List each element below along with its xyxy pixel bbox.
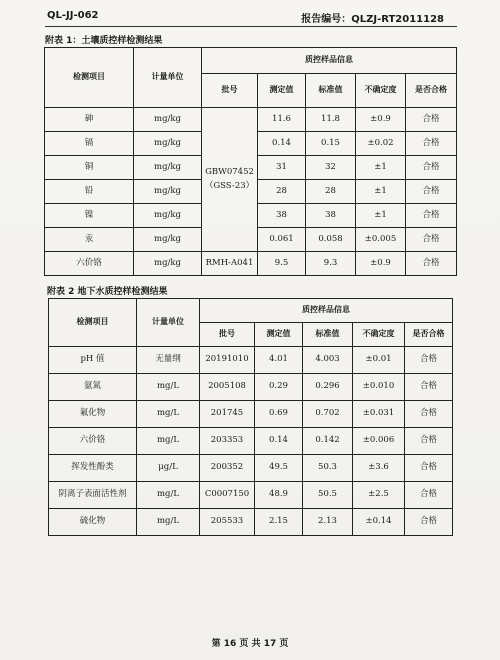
cell-pass: 合格 <box>405 374 453 401</box>
document-code: QL-JJ-062 <box>47 10 99 21</box>
header-rule <box>45 26 457 27</box>
report-number: 报告编号：QLZJ-RT2011128 <box>301 14 444 25</box>
cell-standard: 0.15 <box>306 132 356 156</box>
cell-item: 氟化物 <box>49 401 137 428</box>
cell-uncertainty: ±0.031 <box>353 401 405 428</box>
cell-pass: 合格 <box>406 180 457 204</box>
cell-lot: 2005108 <box>200 374 255 401</box>
cell-item: 汞 <box>45 228 134 252</box>
cell-item: 硫化物 <box>49 509 137 536</box>
cell-unit: mg/kg <box>134 132 202 156</box>
col-header-measured: 测定值 <box>255 323 303 347</box>
col-header-pass: 是否合格 <box>405 323 453 347</box>
cell-item: pH 值 <box>49 347 137 374</box>
cell-lot: 200352 <box>200 455 255 482</box>
cell-lot: C0007150 <box>200 482 255 509</box>
cell-pass: 合格 <box>405 347 453 374</box>
cell-lot: 201745 <box>200 401 255 428</box>
cell-uncertainty: ±2.5 <box>353 482 405 509</box>
col-header-standard: 标准值 <box>306 74 356 108</box>
col-header-group: 质控样品信息 <box>200 299 453 323</box>
cell-measured: 4.01 <box>255 347 303 374</box>
cell-pass: 合格 <box>406 252 457 276</box>
cell-item: 砷 <box>45 108 134 132</box>
cell-item: 阴离子表面活性剂 <box>49 482 137 509</box>
cell-standard: 38 <box>306 204 356 228</box>
col-header-lot: 批号 <box>200 323 255 347</box>
cell-uncertainty: ±0.9 <box>356 252 406 276</box>
cell-unit: mg/L <box>137 482 200 509</box>
table-row <box>49 509 453 536</box>
cell-standard: 9.3 <box>306 252 356 276</box>
cell-measured: 0.061 <box>258 228 306 252</box>
cell-unit: mg/kg <box>134 156 202 180</box>
col-header-unit: 计量单位 <box>137 299 200 347</box>
cell-measured: 9.5 <box>258 252 306 276</box>
groundwater-qc-table <box>48 298 453 536</box>
cell-unit: mg/kg <box>134 108 202 132</box>
cell-standard: 0.702 <box>303 401 353 428</box>
cell-pass: 合格 <box>405 455 453 482</box>
cell-unit: mg/kg <box>134 252 202 276</box>
cell-uncertainty: ±0.01 <box>353 347 405 374</box>
cell-lot: 20191010 <box>200 347 255 374</box>
cell-lot: 205533 <box>200 509 255 536</box>
cell-uncertainty: ±1 <box>356 204 406 228</box>
table-row <box>49 347 453 374</box>
cell-measured: 38 <box>258 204 306 228</box>
cell-pass: 合格 <box>406 156 457 180</box>
cell-item: 六价铬 <box>45 252 134 276</box>
cell-uncertainty: ±0.010 <box>353 374 405 401</box>
cell-measured: 48.9 <box>255 482 303 509</box>
cell-pass: 合格 <box>405 401 453 428</box>
soil-qc-table <box>44 47 457 276</box>
cell-uncertainty: ±3.6 <box>353 455 405 482</box>
cell-measured: 11.6 <box>258 108 306 132</box>
cell-unit: mg/L <box>137 401 200 428</box>
cell-pass: 合格 <box>406 228 457 252</box>
cell-standard: 50.3 <box>303 455 353 482</box>
cell-measured: 28 <box>258 180 306 204</box>
table-row <box>49 482 453 509</box>
col-header-standard: 标准值 <box>303 323 353 347</box>
cell-measured: 0.69 <box>255 401 303 428</box>
cell-unit: mg/kg <box>134 204 202 228</box>
col-header-uncertainty: 不确定度 <box>353 323 405 347</box>
table-row <box>45 108 457 132</box>
cell-measured: 0.29 <box>255 374 303 401</box>
cell-pass: 合格 <box>405 509 453 536</box>
cell-standard: 50.5 <box>303 482 353 509</box>
cell-measured: 31 <box>258 156 306 180</box>
col-header-unit: 计量单位 <box>134 48 202 108</box>
cell-measured: 0.14 <box>255 428 303 455</box>
cell-uncertainty: ±1 <box>356 156 406 180</box>
cell-lot: RMH-A041 <box>202 252 258 276</box>
cell-item: 挥发性酚类 <box>49 455 137 482</box>
page-number: 第 16 页 共 17 页 <box>211 639 289 649</box>
col-header-measured: 测定值 <box>258 74 306 108</box>
table-row <box>49 374 453 401</box>
cell-uncertainty: ±0.02 <box>356 132 406 156</box>
cell-uncertainty: ±0.006 <box>353 428 405 455</box>
table1-caption: 附表 1：土壤质控样检测结果 <box>45 36 163 46</box>
cell-unit: 无量纲 <box>137 347 200 374</box>
cell-unit: mg/L <box>137 374 200 401</box>
cell-uncertainty: ±0.005 <box>356 228 406 252</box>
lot-line-1: GBW07452 <box>205 166 254 177</box>
cell-measured: 0.14 <box>258 132 306 156</box>
col-header-item: 检测项目 <box>45 48 134 108</box>
cell-uncertainty: ±0.14 <box>353 509 405 536</box>
cell-standard: 0.142 <box>303 428 353 455</box>
cell-standard: 11.8 <box>306 108 356 132</box>
table2-caption: 附表 2 地下水质控样检测结果 <box>47 287 168 297</box>
cell-standard: 0.296 <box>303 374 353 401</box>
col-header-pass: 是否合格 <box>406 74 457 108</box>
cell-standard: 4.003 <box>303 347 353 374</box>
table-row <box>49 455 453 482</box>
cell-standard: 28 <box>306 180 356 204</box>
cell-standard: 2.13 <box>303 509 353 536</box>
cell-measured: 2.15 <box>255 509 303 536</box>
cell-pass: 合格 <box>405 482 453 509</box>
cell-pass: 合格 <box>405 428 453 455</box>
cell-item: 六价铬 <box>49 428 137 455</box>
cell-standard: 0.058 <box>306 228 356 252</box>
cell-uncertainty: ±1 <box>356 180 406 204</box>
col-header-item: 检测项目 <box>49 299 137 347</box>
cell-item: 铅 <box>45 180 134 204</box>
cell-measured: 49.5 <box>255 455 303 482</box>
cell-pass: 合格 <box>406 204 457 228</box>
cell-unit: mg/L <box>137 509 200 536</box>
cell-item: 镍 <box>45 204 134 228</box>
cell-unit: mg/L <box>137 428 200 455</box>
cell-unit: mg/kg <box>134 228 202 252</box>
cell-pass: 合格 <box>406 108 457 132</box>
cell-pass: 合格 <box>406 132 457 156</box>
table-row <box>45 252 457 276</box>
table-row <box>49 428 453 455</box>
cell-unit: mg/kg <box>134 180 202 204</box>
cell-uncertainty: ±0.9 <box>356 108 406 132</box>
col-header-group: 质控样品信息 <box>202 48 457 74</box>
lot-line-2: （GSS-23） <box>204 180 255 191</box>
cell-item: 镉 <box>45 132 134 156</box>
cell-lot-merged <box>202 108 258 252</box>
cell-item: 铜 <box>45 156 134 180</box>
col-header-lot: 批号 <box>202 74 258 108</box>
cell-item: 氨氮 <box>49 374 137 401</box>
col-header-uncertainty: 不确定度 <box>356 74 406 108</box>
table-row <box>49 401 453 428</box>
cell-unit: μg/L <box>137 455 200 482</box>
cell-standard: 32 <box>306 156 356 180</box>
cell-lot: 203353 <box>200 428 255 455</box>
